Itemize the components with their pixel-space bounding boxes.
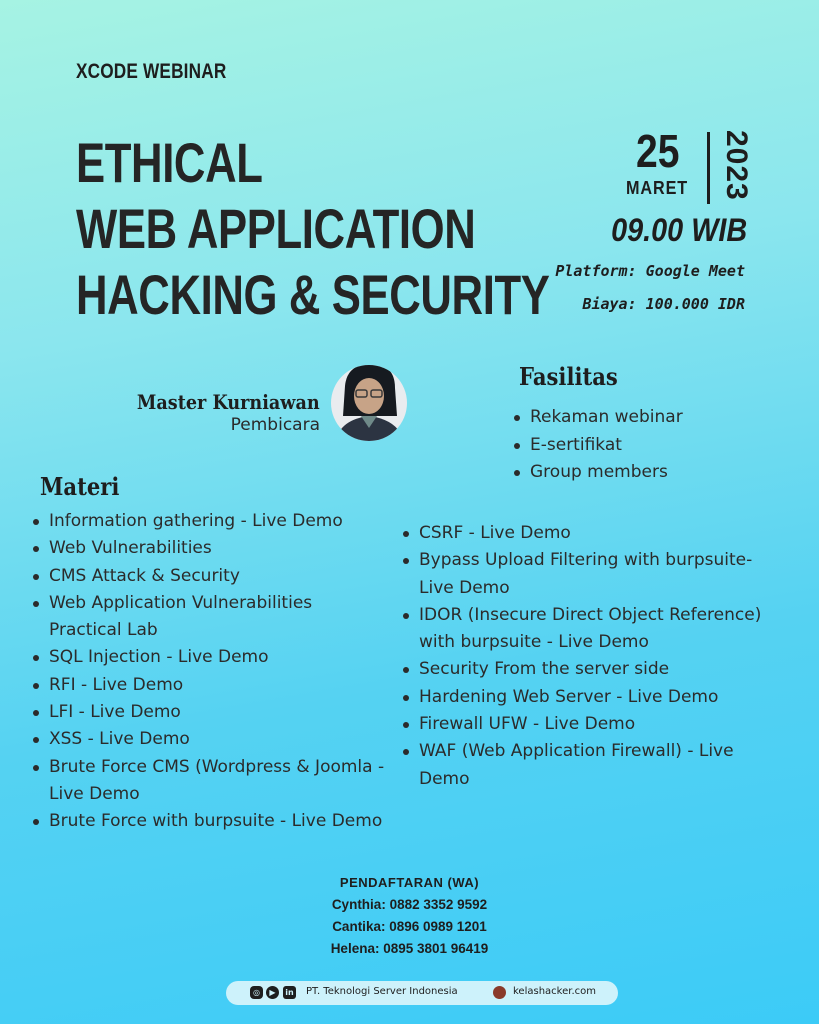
facilities-heading: Fasilitas xyxy=(519,362,618,391)
registration-contact: Helena: 0895 3801 96419 xyxy=(330,941,489,956)
facilities-list xyxy=(512,404,683,487)
company-name: PT. Teknologi Server Indonesia xyxy=(306,986,458,997)
registration-heading: PENDAFTARAN (WA) xyxy=(339,875,480,890)
speaker-name: Master Kurniawan xyxy=(137,390,320,414)
list-item: CSRF - Live Demo xyxy=(401,520,761,547)
list-item: Brute Force with burpsuite - Live Demo xyxy=(31,808,384,835)
list-item: Web Vulnerabilities xyxy=(31,535,384,562)
title-line: WEB APPLICATION xyxy=(76,197,476,260)
list-item: RFI - Live Demo xyxy=(31,672,384,699)
event-fee: Biaya: 100.000 IDR xyxy=(582,295,745,313)
list-item: Brute Force CMS (Wordpress & Joomla - Live Demo xyxy=(31,754,384,809)
youtube-icon[interactable]: ▶ xyxy=(266,986,279,999)
title-line: ETHICAL xyxy=(76,131,263,194)
speaker-photo xyxy=(331,356,407,446)
speaker-role: Pembicara xyxy=(230,415,320,435)
list-item: Bypass Upload Filtering with burpsuite- Live Demo xyxy=(401,547,761,602)
list-item: WAF (Web Application Firewall) - Live Demo xyxy=(401,738,761,793)
list-item: XSS - Live Demo xyxy=(31,726,384,753)
list-item: Security From the server side xyxy=(401,656,761,683)
event-platform: Platform: Google Meet xyxy=(555,262,745,280)
event-month: MARET xyxy=(626,178,689,198)
list-item: Group members xyxy=(512,459,683,487)
event-day: 25 xyxy=(636,125,680,177)
list-item: SQL Injection - Live Demo xyxy=(31,644,384,671)
title-line: HACKING & SECURITY xyxy=(76,263,550,326)
materials-heading: Materi xyxy=(40,472,120,501)
date-divider xyxy=(707,132,710,204)
list-item: Information gathering - Live Demo xyxy=(31,508,384,535)
list-item: CMS Attack & Security xyxy=(31,563,384,590)
registration-contact: Cynthia: 0882 3352 9592 xyxy=(331,897,488,912)
list-item: Hardening Web Server - Live Demo xyxy=(401,684,761,711)
materials-list-left xyxy=(31,508,384,836)
instagram-icon[interactable]: ◎ xyxy=(250,986,263,999)
list-item: IDOR (Insecure Direct Object Reference) with burpsuite - Live Demo xyxy=(401,602,761,657)
linkedin-icon[interactable]: in xyxy=(283,986,296,999)
list-item: LFI - Live Demo xyxy=(31,699,384,726)
list-item: E-sertifikat xyxy=(512,432,683,460)
brand-label: XCODE WEBINAR xyxy=(76,60,227,83)
registration-block xyxy=(0,872,819,960)
website-link[interactable]: kelashacker.com xyxy=(513,986,596,997)
event-time: 09.00 WIB xyxy=(610,212,747,248)
event-year: 2023 xyxy=(720,130,753,201)
list-item: Firewall UFW - Live Demo xyxy=(401,711,761,738)
globe-icon xyxy=(493,986,506,999)
footer-bar xyxy=(226,981,618,1005)
event-date xyxy=(612,126,752,206)
materials-list-right xyxy=(401,520,761,793)
list-item: Rekaman webinar xyxy=(512,404,683,432)
registration-contact: Cantika: 0896 0989 1201 xyxy=(332,919,487,934)
list-item: Web Application Vulnerabilities Practical Lab xyxy=(31,590,384,645)
